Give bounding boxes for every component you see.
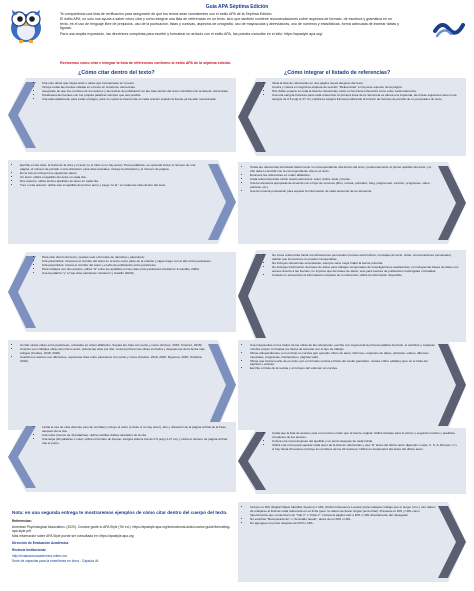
bullet-list	[268, 432, 460, 451]
bullet-item: • Cuando los autores son diferentes, separa las citas entre paréntesis con punto y coma (Coultes, 2019, 2020; Figueroa, 2020; Orellana, 2019).	[20, 356, 206, 364]
bullet-item: • No escribas "Recuperado de" o "Accedido desde", antes de un DOI o URL.	[250, 518, 436, 522]
bullet-item: • Escribe en las citas, la fecha de la obra y el autor (o el título si no hay autor). Para paráfrasis, es opcional incluir el número de una página, el número de párrafo u otra ubicación; para citas textuales, incluye la ubicación y el número de página.	[20, 164, 206, 172]
reference-item: American Psychological Association. (2020). Concise guide to APA Style (7th ed.). https://apastyle.apa.org/instructional-aids/concise-guide/formatting-apa-style.pdf	[12, 524, 231, 533]
bullet-item: • Cuando son múltiples obras del mismo autor, ordena las citas por año. Coloca primero las obras sin fecha y después las de la fecha más antigua (Coultes, 2018, 2020).	[20, 348, 206, 356]
left-block-text	[38, 426, 230, 446]
bullet-item: • Todas las referencias del listado deben tener su correspondiente cita dentro del texto, preferentemente el primer apellido del autor y el año deben coincidir con la correspondiente cita en el texto.	[250, 166, 436, 174]
bullet-item: • Cita solo obras que hayas leído o ideas que incorporaste en tu texto.	[42, 82, 230, 86]
bullet-item: • Usa mayúsculas en los títulos de las obras de las referencias, escribe con mayúscula la primera palabra del título, el subtítulo y cualquier nombre propio. Formatea los títulos de acuerdo con el tipo de trabajo:	[250, 344, 436, 352]
right-block-text	[246, 344, 436, 371]
bullet-item: • Al citar varias obras entre paréntesis, colócalas en orden alfabético. Separa las citas con punto y coma (Gómez, 2019; Jiménez, 2018).	[20, 344, 206, 348]
bullet-item: • Dos autores: utiliza ambos apellidos de autor en cada cita.	[20, 180, 206, 184]
bullet-item: • Cada referencia debe incluir cuatro elementos: autor, fecha, título y fuente.	[250, 178, 436, 182]
bullet-item: • Incluye un DOI (Digital Object Identifier System) o URL (Uniform Resource Locator) para cualquier trabajo que lo tenga. Uno y otro deben de reflejarse al final de cada referencia en su ficha (pero no deben de llevar ningún punto final). Presenta un DOI y URL como hipervínculos que comienzan con "http://" o "https://". Coloca la página web a DOI o URL directamente del navegador.	[250, 506, 436, 517]
bullet-list	[16, 344, 206, 363]
bullet-item: • Obras que forman parte de un todo: pon en formato cursiva el título del medio (periódico, revista o libro editado) pero no el título del capítulo o artículo.	[250, 360, 436, 368]
left-block-text	[38, 256, 230, 276]
right-block-1	[238, 78, 466, 156]
bullet-item: • Cuando no encuentres la información completa de tu referencia, utiliza la información disponible.	[272, 274, 460, 278]
bullet-item: • Limita el uso de citas directas (uso de comillas); incluye el autor (o título si no hay autor), año y ubicación de la página al final de la frase, después de la cita.	[42, 426, 230, 434]
bullet-item: • No incluyas referencias secundarias, siempre sería mejor hallar la fuente primaria.	[272, 262, 460, 266]
bullet-item: • Parafrasea las fuentes con tus propias palabras siempre que sea posible.	[42, 94, 230, 98]
bullet-item: • Usa una sangría francesa para cada referencia: la primera línea de la referencia se alinea a la izquierda, las líneas siguientes tienen una sangría de 0.5 pulg (1.27 cm.) Aplica la sangría francesa utilizando la función de formato de párrafo de tu procesador de texto.	[272, 94, 460, 102]
bullet-item: • Cuida que la lista de autores esté en el mismo orden que la fuente original. Utiliza iniciales para el primer y segundo nombre y apellidos completos de los autores.	[272, 432, 460, 440]
left-block-text	[16, 344, 206, 364]
right-block-6	[238, 502, 466, 582]
left-block-4	[8, 340, 236, 430]
footer-direction: Rectoría Institucional	[12, 548, 46, 553]
bullet-item: • Inicia la lista de referencias en una página nueva después del texto.	[272, 82, 460, 86]
bullet-list	[246, 344, 436, 371]
bullet-item: • Obras independientes: pon el título en cursiva (por ejemplo, libros de autor, informes, conjuntos de datos, películas, videos, álbumes musicales, programas, ilustraciones, páginas web).	[250, 352, 436, 360]
left-column-title: ¿Cómo citar dentro del texto?	[78, 70, 155, 76]
left-block-text	[16, 164, 206, 188]
right-column-title: ¿Cómo integrar el listado de referencias?	[284, 70, 391, 76]
left-block-3	[8, 252, 236, 332]
references-title: Referencias:	[12, 519, 32, 524]
bullet-item: • Cita adecuadamente para evitar el plagio, para no copiar la misma cita en cada oración cuando la fuente ya ha sido mencionada.	[42, 98, 230, 102]
bullet-item: • Incluye todas las fuentes citadas en el texto en la lista de referencias.	[42, 86, 230, 90]
bullet-list	[268, 254, 460, 277]
bullet-item: • Cita corta (menos de 40 palabras): utiliza comillas dobles alrededor de la cita.	[42, 434, 230, 438]
bullet-item: • Cita larga (40 palabras o más): utiliza el formato de bloque: sangría toda la cita de 0.5 pulg (1.27 cm) y ubica el número de página al final, tras el punto.	[42, 438, 230, 446]
intro-paragraph: El estilo APA, no solo nos ayuda a saber cómo citar y cómo integrar una lista de referencias en un texto, sino que también contiene recomendaciones sobre aspectos de formato, de escritura y gramática en un texto, es el uso de lenguaje libre de prejuicios, uso de la puntuación, listas y cursivas, aspectos de ortografía, uso de mayúsculas y abreviaturas, uso de números y estadísticas, forma adecuada de insertar tablas y figuras.	[60, 17, 399, 31]
footer	[12, 510, 232, 565]
bullet-item: • Tres o más autores: utiliza solo el apellido del primer autor y luego "et al." en todas las citas dentro del texto.	[20, 184, 206, 188]
right-block-4	[238, 340, 466, 430]
bullet-item: • Escribe el título de la revista y el número del volumen en cursiva.	[250, 367, 436, 371]
right-block-5	[238, 428, 466, 494]
reference-item: Más información sobre APA Style puede ser consultada en: https://apastyle.apa.org	[12, 534, 134, 539]
unitec-logo-icon	[432, 14, 466, 42]
bullet-item: • Centra y coloca en negrita la etiqueta de sección "Referencias" en la parte superior de la página.	[272, 86, 460, 90]
bullet-item: • Coloca una coma después del apellido y un punto después de cada inicial.	[272, 440, 460, 444]
footer-series: Serie de cápsulas para la enseñanza en línea - Cápsula 44	[12, 559, 99, 564]
bullet-item: • Usa la correcta puntuación para separar la información de cada elemento de la referencia.	[250, 190, 436, 194]
bullet-item: • Cita parentética: incorpora el nombre del autor en el texto como parte de la oración y sigue luego con el año entre paréntesis.	[42, 260, 230, 264]
right-block-2	[238, 162, 466, 244]
right-block-3	[238, 250, 466, 342]
intro-paragraph: Para una amplia exposición, las directrices completas para escribir y formatear un artículo con el estilo APA, las puedes consultar en el sitio: https://apastyle.apa.org/.	[60, 31, 324, 36]
right-block-text	[246, 166, 436, 194]
right-block-text	[246, 506, 436, 526]
bullet-item: • No agregues un punto después del DOI o URL.	[250, 522, 436, 526]
bullet-item: • No crees referencias hacia comunicaciones personales (correos electrónicos, mensajes de texto, chats, conversaciones personales), debido que los lectores no pueden recuperarlas.	[272, 254, 460, 262]
bullet-list	[16, 164, 206, 188]
bullet-list	[38, 426, 230, 445]
bullet-item: • Asegúrate de que los nombres de los autores y las fechas de publicación en las citas dentro del texto coincidan con la lista de referencias.	[42, 90, 230, 94]
left-block-2	[8, 160, 236, 244]
bullet-list	[268, 82, 460, 102]
footer-link[interactable]: http://evaluacionacademica.unitec.mx	[12, 553, 67, 558]
bullet-item: • Enumera las referencias en orden alfabético.	[250, 174, 436, 178]
bullet-item: • Cita parentética: coloca el nombre del autor y el año de publicación entre paréntesis.	[42, 264, 230, 268]
right-block-text	[268, 432, 460, 452]
bullet-list	[38, 256, 230, 276]
page-title: Guía APA Séptima Edición	[205, 4, 269, 10]
bullet-list	[246, 506, 436, 525]
left-block-text	[38, 82, 230, 102]
left-block-1	[8, 78, 236, 152]
footer-note: Nota: en una segunda entrega te mostraremos ejemplos de cómo citar dentro del cuerpo del texto.	[12, 510, 228, 515]
bullet-list	[38, 82, 230, 102]
bullet-item: • Utiliza una coma para separar cada autor de la lista de referencias y usa "&" antes del último autor (Ejemplo: Lewis, C. S. & Jiménez, C.), si hay hasta 20 autores (incluye los nombres de los 20 autores). Utiliza un ampersand (&) antes del último autor.	[272, 444, 460, 452]
bullet-item: • Haz doble espacio en toda la lista de referencias, tanto en la misma referencia como entre cada referencia.	[272, 90, 460, 94]
bullet-item: • No incluyas información de bases de datos para trabajos recuperados de investigaciones académicas; no incluyas las bases de datos con acceso directo a las fuentes; no importa que las bases de datos, solo para fuentes de publicación restringidas o limitadas.	[272, 266, 460, 274]
bullet-item: • Usa la palabra "y" en las citas narrativas: Gutiérrez y Castillo (2020).	[42, 272, 230, 276]
footer-direction: Dirección de Evaluación Académica	[12, 541, 69, 546]
bullet-item: • En la cita se incluyen los siguientes datos:	[20, 172, 206, 176]
right-block-text	[268, 254, 460, 278]
intro-paragraph: Te compartimos una lista de verificación para asegurarte de que tus textos sean consistentes con el estilo APA de la Séptima Edición.	[60, 12, 273, 16]
red-note: Revisemos cómo citar e integrar la lista de referencias conforme al estilo APA de la séptima edición.	[60, 61, 232, 65]
bullet-item: • Cita la referencia apropiada de acuerdo con el tipo de recursos (libro, revista, periódico, blog, página web, canción, programas, video, película, etc.).	[250, 182, 436, 190]
right-block-text	[268, 82, 460, 102]
intro-text	[60, 12, 400, 37]
bullet-item: • Un autor: utiliza el apellido del autor en cada cita.	[20, 176, 206, 180]
bullet-item: • Para trabajos con dos autores, utiliza "&" entre los apellidos en las citas entre paréntesis (Gutiérrez & Castillo, 2020).	[42, 268, 230, 272]
bullet-list	[246, 166, 436, 193]
left-block-5	[8, 422, 236, 492]
bullet-item: • Para citar dentro del texto, puedes usar el formato de narrativa y paréntesis:	[42, 256, 230, 260]
